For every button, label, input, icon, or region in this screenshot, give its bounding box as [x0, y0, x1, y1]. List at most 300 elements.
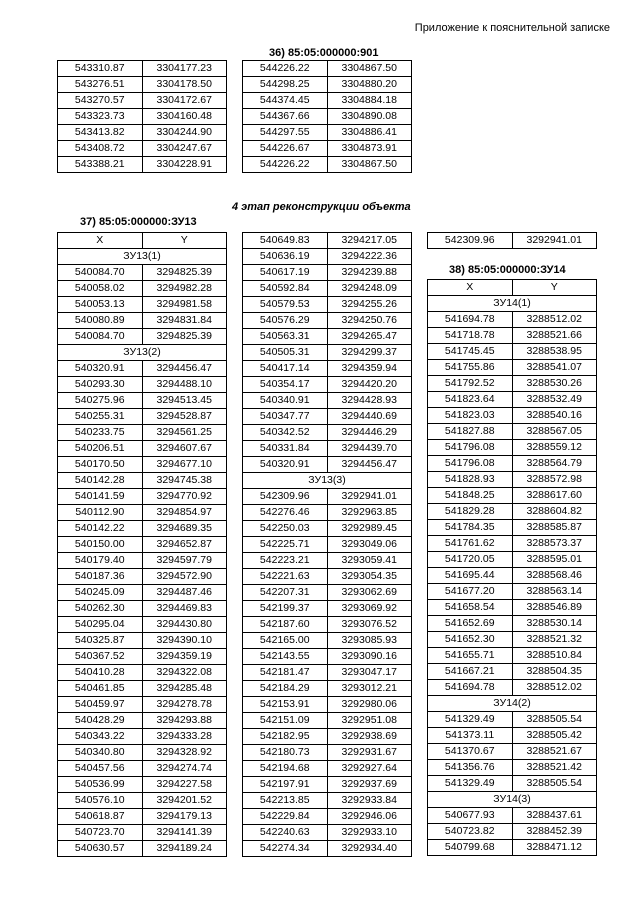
x-coordinate-cell: 542181.47	[243, 665, 328, 681]
table-row	[58, 77, 227, 93]
table-row	[428, 504, 597, 520]
table-row	[428, 440, 597, 456]
x-coordinate-cell: 541796.08	[428, 440, 513, 456]
y-coordinate-cell: 3294652.87	[142, 537, 227, 553]
x-coordinate-cell: 540080.89	[58, 313, 143, 329]
table-row	[243, 361, 412, 377]
x-coordinate-cell: 542184.29	[243, 681, 328, 697]
y-coordinate-cell: 3288530.26	[512, 376, 597, 392]
y-coordinate-cell: 3294333.28	[142, 729, 227, 745]
table-row	[428, 600, 597, 616]
x-coordinate-cell: 541829.28	[428, 504, 513, 520]
x-coordinate-cell: 544367.66	[243, 109, 328, 125]
y-coordinate-cell: 3304867.50	[327, 157, 412, 173]
y-coordinate-cell: 3293049.06	[327, 537, 412, 553]
coordinates-table-middle	[242, 232, 412, 857]
x-coordinate-cell: 541784.35	[428, 520, 513, 536]
x-coordinate-cell: 541718.78	[428, 328, 513, 344]
x-coordinate-cell: 540233.75	[58, 425, 143, 441]
x-coordinate-cell: 540367.52	[58, 649, 143, 665]
table-row	[428, 376, 597, 392]
x-coordinate-cell: 540245.09	[58, 585, 143, 601]
y-coordinate-cell: 3304228.91	[142, 157, 227, 173]
table-row	[243, 141, 412, 157]
y-coordinate-cell: 3294854.97	[142, 505, 227, 521]
x-coordinate-cell: 541655.71	[428, 648, 513, 664]
y-coordinate-cell: 3304873.91	[327, 141, 412, 157]
y-coordinate-cell: 3293069.92	[327, 601, 412, 617]
x-coordinate-cell: 541848.25	[428, 488, 513, 504]
table-row	[243, 841, 412, 857]
table-row	[243, 93, 412, 109]
y-coordinate-cell: 3294597.79	[142, 553, 227, 569]
subsection-label: ЗУ14(3)	[428, 792, 597, 808]
y-coordinate-cell: 3288617.60	[512, 488, 597, 504]
x-coordinate-cell: 544374.45	[243, 93, 328, 109]
subsection-row	[428, 792, 597, 808]
y-coordinate-cell: 3288559.12	[512, 440, 597, 456]
table-row	[428, 824, 597, 840]
y-coordinate-cell: 3294430.80	[142, 617, 227, 633]
x-coordinate-cell: 542309.96	[243, 489, 328, 505]
y-coordinate-cell: 3288512.02	[512, 680, 597, 696]
y-coordinate-cell: 3288471.12	[512, 840, 597, 856]
y-coordinate-cell: 3294572.90	[142, 569, 227, 585]
y-coordinate-cell: 3294227.58	[142, 777, 227, 793]
x-coordinate-cell: 544298.25	[243, 77, 328, 93]
y-coordinate-cell: 3304172.67	[142, 93, 227, 109]
table-row	[243, 729, 412, 745]
table-row	[243, 425, 412, 441]
y-coordinate-cell: 3292927.64	[327, 761, 412, 777]
x-coordinate-cell: 542199.37	[243, 601, 328, 617]
y-coordinate-cell: 3292931.67	[327, 745, 412, 761]
table-row	[58, 777, 227, 793]
table-row	[58, 825, 227, 841]
x-coordinate-cell: 540320.91	[58, 361, 143, 377]
x-coordinate-cell: 540053.13	[58, 297, 143, 313]
x-coordinate-cell: 540677.93	[428, 808, 513, 824]
table-row	[243, 697, 412, 713]
table-row	[58, 425, 227, 441]
table-row	[428, 648, 597, 664]
x-coordinate-cell: 540295.04	[58, 617, 143, 633]
x-coordinate-cell: 543388.21	[58, 157, 143, 173]
x-coordinate-cell: 541370.67	[428, 744, 513, 760]
table-row	[243, 77, 412, 93]
table-row	[58, 537, 227, 553]
table-row	[58, 409, 227, 425]
table-row	[58, 457, 227, 473]
table-row	[428, 632, 597, 648]
x-coordinate-cell: 540428.29	[58, 713, 143, 729]
y-coordinate-cell: 3288546.89	[512, 600, 597, 616]
table-row	[428, 488, 597, 504]
x-coordinate-cell: 542151.09	[243, 713, 328, 729]
x-coordinate-cell: 540576.29	[243, 313, 328, 329]
table-row	[58, 841, 227, 857]
table-row	[428, 520, 597, 536]
y-coordinate-cell: 3288540.16	[512, 408, 597, 424]
table-row	[58, 281, 227, 297]
y-coordinate-cell: 3288437.61	[512, 808, 597, 824]
table-row	[243, 233, 412, 249]
y-coordinate-cell: 3288564.79	[512, 456, 597, 472]
x-coordinate-cell: 542182.95	[243, 729, 328, 745]
x-coordinate-cell: 540112.90	[58, 505, 143, 521]
y-coordinate-cell: 3294285.48	[142, 681, 227, 697]
y-coordinate-cell: 3288595.01	[512, 552, 597, 568]
y-coordinate-cell: 3294981.58	[142, 297, 227, 313]
x-coordinate-cell: 540170.50	[58, 457, 143, 473]
x-coordinate-cell: 541761.62	[428, 536, 513, 552]
y-coordinate-cell: 3288604.82	[512, 504, 597, 520]
y-coordinate-cell: 3288521.66	[512, 328, 597, 344]
y-coordinate-cell: 3288568.46	[512, 568, 597, 584]
x-coordinate-cell: 541373.11	[428, 728, 513, 744]
x-coordinate-cell: 540255.31	[58, 409, 143, 425]
y-coordinate-cell: 3304160.48	[142, 109, 227, 125]
y-coordinate-cell: 3293054.35	[327, 569, 412, 585]
table-row	[243, 125, 412, 141]
table-row	[243, 537, 412, 553]
x-coordinate-cell: 540505.31	[243, 345, 328, 361]
x-coordinate-cell: 541796.08	[428, 456, 513, 472]
table-row	[428, 456, 597, 472]
table-row	[58, 361, 227, 377]
table-row	[58, 125, 227, 141]
x-coordinate-cell: 540576.10	[58, 793, 143, 809]
y-coordinate-cell: 3294222.36	[327, 249, 412, 265]
y-coordinate-cell: 3294982.28	[142, 281, 227, 297]
subsection-label: ЗУ14(2)	[428, 696, 597, 712]
y-coordinate-cell: 3288567.05	[512, 424, 597, 440]
table-row	[428, 233, 597, 249]
x-coordinate-cell: 540331.84	[243, 441, 328, 457]
x-coordinate-cell: 540592.84	[243, 281, 328, 297]
subsection-label: ЗУ14(1)	[428, 296, 597, 312]
y-coordinate-cell: 3288573.37	[512, 536, 597, 552]
table-row	[428, 728, 597, 744]
table-row	[58, 93, 227, 109]
section-caption-38: 38) 85:05:000000:ЗУ14	[449, 264, 566, 276]
table-row	[58, 329, 227, 345]
column-header: Y	[512, 280, 597, 296]
x-coordinate-cell: 542213.85	[243, 793, 328, 809]
coordinates-table-37	[57, 232, 227, 857]
coordinates-table-36	[242, 60, 412, 173]
table-row	[58, 585, 227, 601]
y-coordinate-cell: 3288585.87	[512, 520, 597, 536]
y-coordinate-cell: 3292941.01	[327, 489, 412, 505]
x-coordinate-cell: 543323.73	[58, 109, 143, 125]
y-coordinate-cell: 3304867.50	[327, 61, 412, 77]
x-coordinate-cell: 541823.64	[428, 392, 513, 408]
x-coordinate-cell: 540340.80	[58, 745, 143, 761]
table-row	[58, 393, 227, 409]
x-coordinate-cell: 540417.14	[243, 361, 328, 377]
x-coordinate-cell: 541694.78	[428, 680, 513, 696]
x-coordinate-cell: 540563.31	[243, 329, 328, 345]
x-coordinate-cell: 540150.00	[58, 537, 143, 553]
table-row	[428, 584, 597, 600]
x-coordinate-cell: 542221.63	[243, 569, 328, 585]
x-coordinate-cell: 541658.54	[428, 600, 513, 616]
table-row	[428, 760, 597, 776]
coordinates-table-top-left	[57, 60, 227, 173]
table-row	[243, 713, 412, 729]
table-row	[243, 793, 412, 809]
y-coordinate-cell: 3294359.19	[142, 649, 227, 665]
y-coordinate-cell: 3294428.93	[327, 393, 412, 409]
x-coordinate-cell: 540617.19	[243, 265, 328, 281]
y-coordinate-cell: 3294561.25	[142, 425, 227, 441]
x-coordinate-cell: 543408.72	[58, 141, 143, 157]
table-row	[428, 552, 597, 568]
y-coordinate-cell: 3294250.76	[327, 313, 412, 329]
table-row	[58, 633, 227, 649]
table-row	[58, 109, 227, 125]
x-coordinate-cell: 543270.57	[58, 93, 143, 109]
y-coordinate-cell: 3304884.18	[327, 93, 412, 109]
table-row	[243, 281, 412, 297]
y-coordinate-cell: 3294328.92	[142, 745, 227, 761]
x-coordinate-cell: 542180.73	[243, 745, 328, 761]
table-header-row	[428, 280, 597, 296]
table-row	[243, 441, 412, 457]
y-coordinate-cell: 3288505.42	[512, 728, 597, 744]
y-coordinate-cell: 3304880.20	[327, 77, 412, 93]
table-row	[243, 649, 412, 665]
x-coordinate-cell: 540275.96	[58, 393, 143, 409]
table-row	[58, 377, 227, 393]
x-coordinate-cell: 542250.03	[243, 521, 328, 537]
y-coordinate-cell: 3293062.69	[327, 585, 412, 601]
table-row	[428, 536, 597, 552]
y-coordinate-cell: 3294420.20	[327, 377, 412, 393]
table-row	[58, 157, 227, 173]
y-coordinate-cell: 3304886.41	[327, 125, 412, 141]
y-coordinate-cell: 3288563.14	[512, 584, 597, 600]
y-coordinate-cell: 3293076.52	[327, 617, 412, 633]
table-row	[58, 713, 227, 729]
y-coordinate-cell: 3294831.84	[142, 313, 227, 329]
y-coordinate-cell: 3294390.10	[142, 633, 227, 649]
table-row	[428, 664, 597, 680]
table-row	[428, 312, 597, 328]
y-coordinate-cell: 3294469.83	[142, 601, 227, 617]
y-coordinate-cell: 3288452.39	[512, 824, 597, 840]
y-coordinate-cell: 3294359.94	[327, 361, 412, 377]
y-coordinate-cell: 3294440.69	[327, 409, 412, 425]
y-coordinate-cell: 3292963.85	[327, 505, 412, 521]
table-row	[243, 761, 412, 777]
stage-title: 4 этап реконструкции объекта	[232, 201, 411, 213]
table-row	[58, 265, 227, 281]
y-coordinate-cell: 3294487.46	[142, 585, 227, 601]
table-row	[243, 569, 412, 585]
table-row	[243, 393, 412, 409]
x-coordinate-cell: 541694.78	[428, 312, 513, 328]
x-coordinate-cell: 542143.55	[243, 649, 328, 665]
x-coordinate-cell: 540343.22	[58, 729, 143, 745]
table-row	[243, 489, 412, 505]
column-header: X	[428, 280, 513, 296]
table-row	[58, 601, 227, 617]
x-coordinate-cell: 542229.84	[243, 809, 328, 825]
x-coordinate-cell: 542197.91	[243, 777, 328, 793]
x-coordinate-cell: 543413.82	[58, 125, 143, 141]
y-coordinate-cell: 3288505.54	[512, 712, 597, 728]
x-coordinate-cell: 541667.21	[428, 664, 513, 680]
y-coordinate-cell: 3294456.47	[327, 457, 412, 473]
x-coordinate-cell: 542225.71	[243, 537, 328, 553]
table-row	[58, 505, 227, 521]
table-row	[58, 61, 227, 77]
section-caption-36: 36) 85:05:000000:901	[269, 47, 379, 59]
y-coordinate-cell: 3294322.08	[142, 665, 227, 681]
table-row	[58, 553, 227, 569]
y-coordinate-cell: 3294825.39	[142, 329, 227, 345]
x-coordinate-cell: 541652.30	[428, 632, 513, 648]
table-row	[428, 616, 597, 632]
column-header: Y	[142, 233, 227, 249]
x-coordinate-cell: 540461.85	[58, 681, 143, 697]
subsection-row	[58, 345, 227, 361]
subsection-row	[428, 696, 597, 712]
table-row	[243, 265, 412, 281]
y-coordinate-cell: 3292946.06	[327, 809, 412, 825]
x-coordinate-cell: 540142.28	[58, 473, 143, 489]
y-coordinate-cell: 3304244.90	[142, 125, 227, 141]
table-row	[428, 744, 597, 760]
table-row	[428, 712, 597, 728]
x-coordinate-cell: 541792.52	[428, 376, 513, 392]
x-coordinate-cell: 540457.56	[58, 761, 143, 777]
x-coordinate-cell: 540649.83	[243, 233, 328, 249]
x-coordinate-cell: 542274.34	[243, 841, 328, 857]
x-coordinate-cell: 540187.36	[58, 569, 143, 585]
table-row	[243, 809, 412, 825]
y-coordinate-cell: 3292938.69	[327, 729, 412, 745]
table-row	[428, 408, 597, 424]
table-row	[243, 157, 412, 173]
table-row	[243, 313, 412, 329]
table-row	[58, 729, 227, 745]
x-coordinate-cell: 544226.22	[243, 61, 328, 77]
table-row	[428, 840, 597, 856]
y-coordinate-cell: 3294770.92	[142, 489, 227, 505]
x-coordinate-cell: 540799.68	[428, 840, 513, 856]
x-coordinate-cell: 540179.40	[58, 553, 143, 569]
x-coordinate-cell: 541823.03	[428, 408, 513, 424]
x-coordinate-cell: 540536.99	[58, 777, 143, 793]
table-row	[243, 61, 412, 77]
y-coordinate-cell: 3288521.67	[512, 744, 597, 760]
table-row	[243, 745, 412, 761]
x-coordinate-cell: 544297.55	[243, 125, 328, 141]
y-coordinate-cell: 3294299.37	[327, 345, 412, 361]
x-coordinate-cell: 541827.88	[428, 424, 513, 440]
x-coordinate-cell: 540206.51	[58, 441, 143, 457]
y-coordinate-cell: 3292934.40	[327, 841, 412, 857]
y-coordinate-cell: 3292951.08	[327, 713, 412, 729]
x-coordinate-cell: 544226.22	[243, 157, 328, 173]
x-coordinate-cell: 540262.30	[58, 601, 143, 617]
table-row	[243, 681, 412, 697]
y-coordinate-cell: 3288530.14	[512, 616, 597, 632]
x-coordinate-cell: 541329.49	[428, 712, 513, 728]
x-coordinate-cell: 542194.68	[243, 761, 328, 777]
y-coordinate-cell: 3294677.10	[142, 457, 227, 473]
table-row	[58, 141, 227, 157]
table-row	[58, 521, 227, 537]
y-coordinate-cell: 3294255.26	[327, 297, 412, 313]
table-row	[243, 505, 412, 521]
x-coordinate-cell: 542240.63	[243, 825, 328, 841]
table-row	[428, 776, 597, 792]
x-coordinate-cell: 543310.87	[58, 61, 143, 77]
table-row	[428, 392, 597, 408]
x-coordinate-cell: 541652.69	[428, 616, 513, 632]
section-caption-37: 37) 85:05:000000:ЗУ13	[80, 216, 197, 228]
subsection-label: ЗУ13(3)	[243, 473, 412, 489]
y-coordinate-cell: 3292989.45	[327, 521, 412, 537]
x-coordinate-cell: 542153.91	[243, 697, 328, 713]
x-coordinate-cell: 541356.76	[428, 760, 513, 776]
x-coordinate-cell: 540325.87	[58, 633, 143, 649]
table-row	[243, 409, 412, 425]
table-row	[58, 761, 227, 777]
x-coordinate-cell: 541828.93	[428, 472, 513, 488]
y-coordinate-cell: 3292937.69	[327, 777, 412, 793]
y-coordinate-cell: 3294689.35	[142, 521, 227, 537]
y-coordinate-cell: 3293012.21	[327, 681, 412, 697]
table-row	[428, 344, 597, 360]
table-row	[243, 585, 412, 601]
y-coordinate-cell: 3288521.42	[512, 760, 597, 776]
subsection-row	[58, 249, 227, 265]
table-row	[243, 109, 412, 125]
y-coordinate-cell: 3294141.39	[142, 825, 227, 841]
table-row	[243, 665, 412, 681]
table-row	[428, 680, 597, 696]
x-coordinate-cell: 541745.45	[428, 344, 513, 360]
y-coordinate-cell: 3293047.17	[327, 665, 412, 681]
table-row	[58, 649, 227, 665]
x-coordinate-cell: 540723.70	[58, 825, 143, 841]
y-coordinate-cell: 3294217.05	[327, 233, 412, 249]
table-row	[58, 809, 227, 825]
y-coordinate-cell: 3294513.45	[142, 393, 227, 409]
y-coordinate-cell: 3294439.70	[327, 441, 412, 457]
column-header: X	[58, 233, 143, 249]
y-coordinate-cell: 3294456.47	[142, 361, 227, 377]
table-row	[428, 360, 597, 376]
x-coordinate-cell: 540142.22	[58, 521, 143, 537]
x-coordinate-cell: 540459.97	[58, 697, 143, 713]
x-coordinate-cell: 540058.02	[58, 281, 143, 297]
table-row	[58, 617, 227, 633]
table-row	[58, 745, 227, 761]
table-row	[428, 328, 597, 344]
y-coordinate-cell: 3294528.87	[142, 409, 227, 425]
subsection-row	[243, 473, 412, 489]
x-coordinate-cell: 541695.44	[428, 568, 513, 584]
x-coordinate-cell: 540293.30	[58, 377, 143, 393]
y-coordinate-cell: 3304247.67	[142, 141, 227, 157]
coordinates-table-38	[427, 279, 597, 856]
